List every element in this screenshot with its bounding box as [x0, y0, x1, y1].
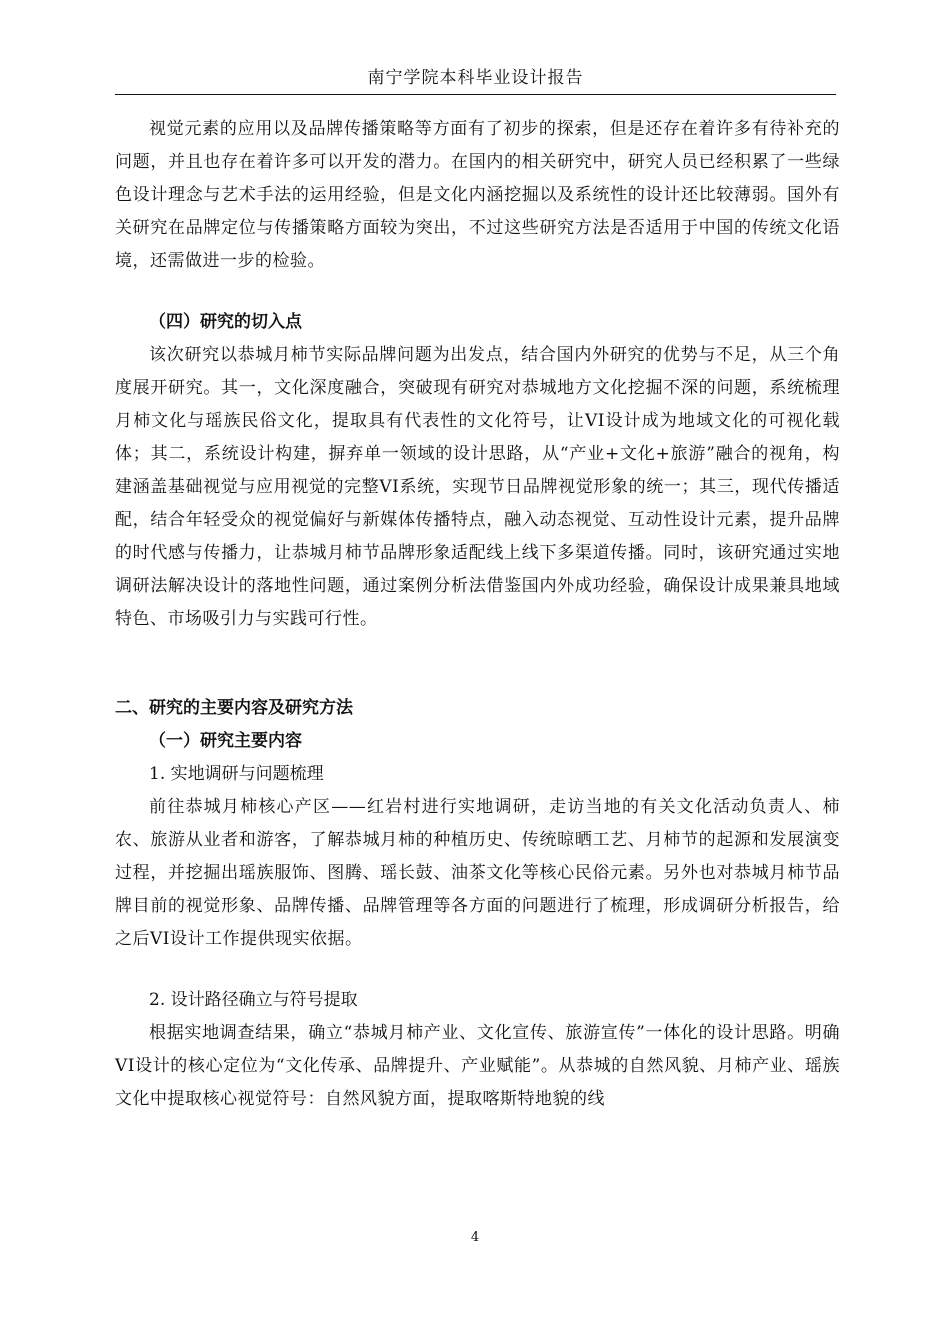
page-number: 4: [470, 1230, 480, 1245]
item-heading-1: 1. 实地调研与问题梳理: [149, 764, 324, 784]
paragraph-field-research: 前往恭城月柿核心产区——红岩村进行实地调研，走访当地的有关文化活动负责人、柿农、旅游从业者和游客，了解恭城月柿的种植历史、传统晾晒工艺、月柿节的起源和发展演变过程，并挖掘出瑶族服饰、图腾、瑶长鼓、油茶文化等核心民俗元素。另外也对恭城月柿节品牌目前的视觉形象、品牌传播、品牌管理等各方面的问题进行了梳理，形成调研分析报告，给之后VI设计工作提供现实依据。: [115, 797, 840, 949]
header-divider: [115, 94, 836, 95]
paragraph-intro: 视觉元素的应用以及品牌传播策略等方面有了初步的探索，但是还存在着许多有待补充的问题，并且也存在着许多可以开发的潜力。在国内的相关研究中，研究人员已经积累了一些绿色设计理念与艺术手法的运用经验，但是文化内涵挖掘以及系统性的设计还比较薄弱。国外有关研究在品牌定位与传播策略方面较为突出，不过这些研究方法是否适用于中国的传统文化语境，还需做进一步的检验。: [115, 119, 840, 271]
spacer: [115, 956, 840, 984]
spacer: [115, 278, 840, 306]
paragraph-entry-point: 该次研究以恭城月柿节实际品牌问题为出发点，结合国内外研究的优势与不足，从三个角度展开研究。其一，文化深度融合，突破现有研究对恭城地方文化挖掘不深的问题，系统梳理月柿文化与瑶族民俗文化，提取具有代表性的文化符号，让VI设计成为地域文化的可视化载体；其二，系统设计构建，摒弃单一领域的设计思路，从“产业+文化+旅游”融合的视角，构建涵盖基础视觉与应用视觉的完整VI系统，实现节日品牌视觉形象的统一；其三，现代传播适配，结合年轻受众的视觉偏好与新媒体传播特点，融入动态视觉、互动性设计元素，提升品牌的时代感与传播力，让恭城月柿节品牌形象适配线上线下多渠道传播。同时，该研究通过实地调研法解决设计的落地性问题，通过案例分析法借鉴国内外成功经验，确保设计成果兼具地域特色、市场吸引力与实践可行性。: [115, 345, 840, 629]
item-heading-2: 2. 设计路径确立与符号提取: [149, 990, 358, 1010]
document-body: [115, 113, 840, 1116]
subsection-heading-4: （四）研究的切入点: [149, 312, 302, 332]
header-title: 南宁学院本科毕业设计报告: [367, 68, 584, 88]
section-heading-2: 二、研究的主要内容及研究方法: [115, 698, 353, 718]
subsection-heading-1: （一）研究主要内容: [149, 731, 302, 751]
paragraph-design-path: 根据实地调查结果，确立“恭城月柿产业、文化宣传、旅游宣传”一体化的设计思路。明确VI设计的核心定位为“文化传承、品牌提升、产业赋能”。从恭城的自然风貌、月柿产业、瑶族文化中提取核心视觉符号：自然风貌方面，提取喀斯特地貌的线: [115, 1023, 840, 1109]
spacer: [115, 636, 840, 692]
